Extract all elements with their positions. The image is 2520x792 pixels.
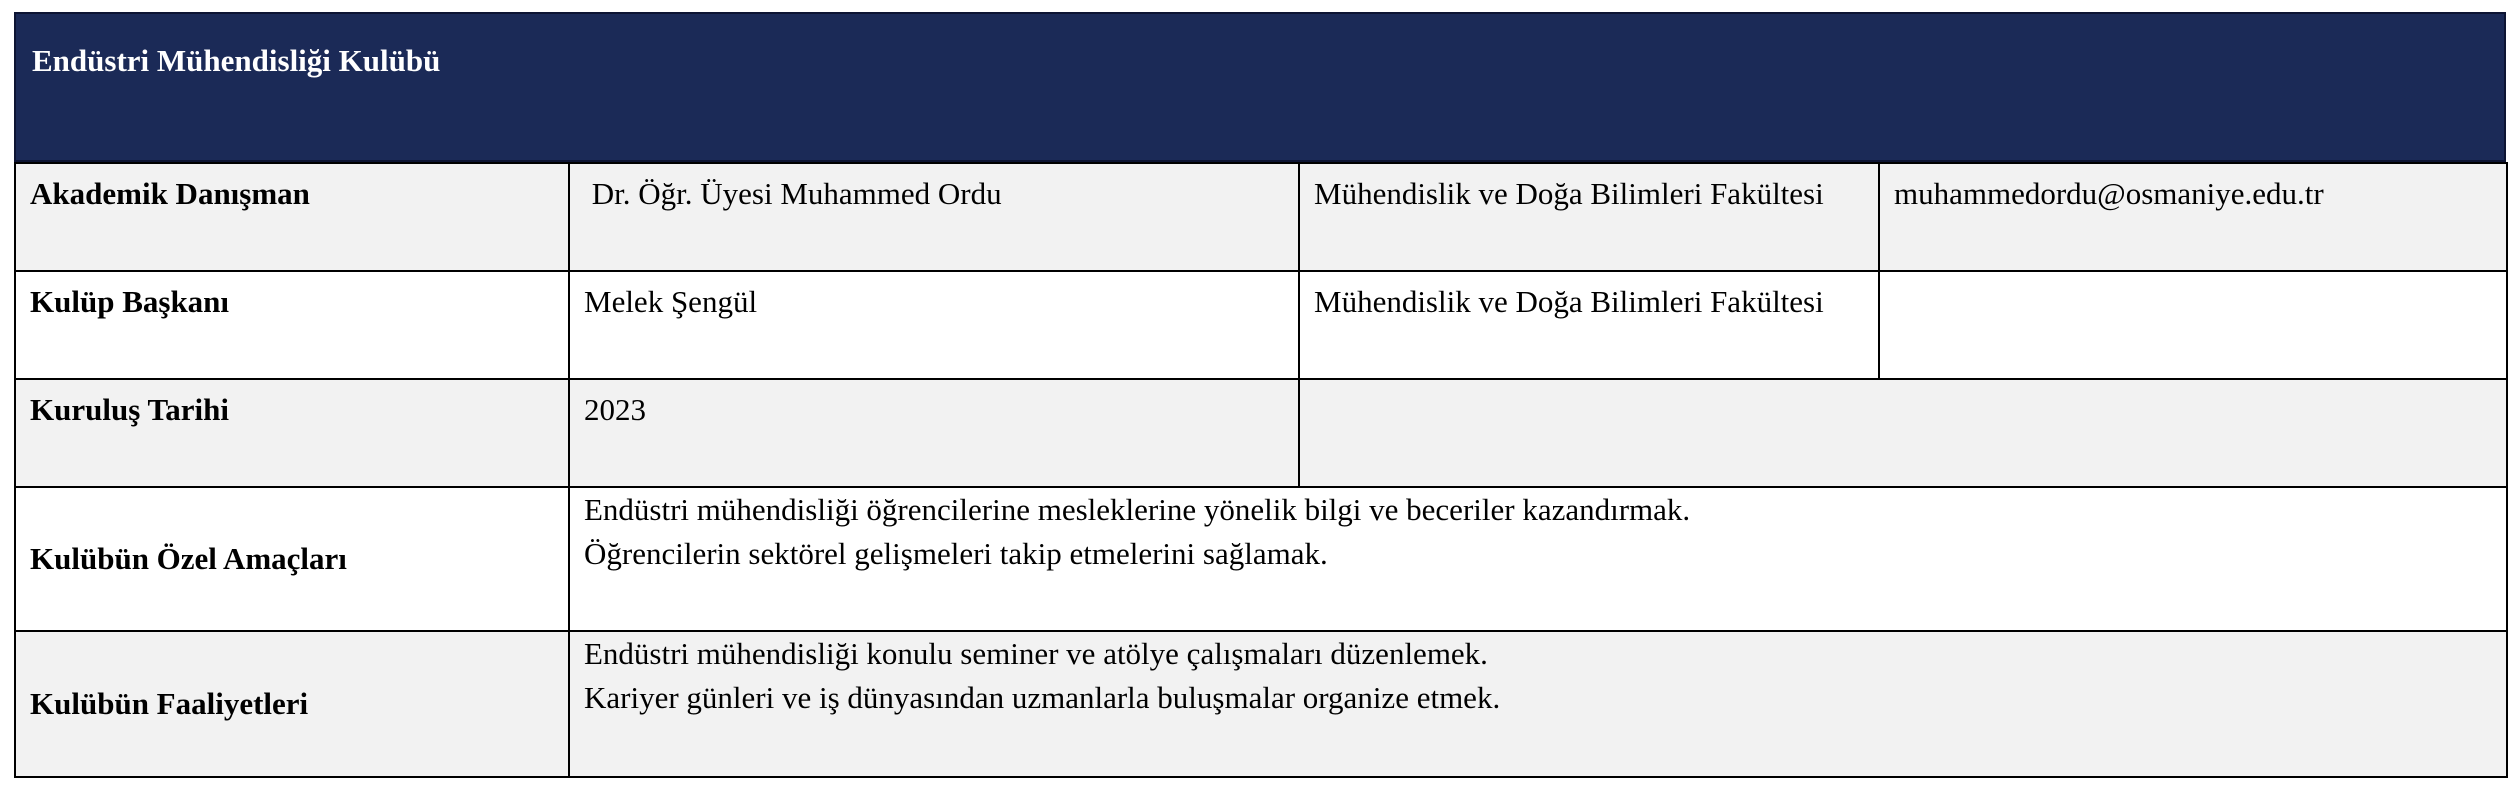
president-label: Kulüp Başkanı bbox=[15, 271, 569, 379]
founded-empty-cell bbox=[1299, 379, 2507, 487]
activities-content bbox=[569, 631, 2507, 777]
goals-line: Endüstri mühendisliği öğrencilerine mesleklerine yönelik bilgi ve beceriler kazandırmak. bbox=[584, 492, 1691, 527]
club-details-grid bbox=[14, 162, 2508, 778]
advisor-email: muhammedordu@osmaniye.edu.tr bbox=[1879, 163, 2507, 271]
goals-label: Kulübün Özel Amaçları bbox=[15, 487, 569, 631]
founded-label: Kuruluş Tarihi bbox=[15, 379, 569, 487]
activities-label: Kulübün Faaliyetleri bbox=[15, 631, 569, 777]
advisor-name: Dr. Öğr. Üyesi Muhammed Ordu bbox=[569, 163, 1299, 271]
founded-row bbox=[15, 379, 2507, 487]
president-faculty: Mühendislik ve Doğa Bilimleri Fakültesi bbox=[1299, 271, 1879, 379]
advisor-row bbox=[15, 163, 2507, 271]
activities-line: Endüstri mühendisliği konulu seminer ve atölye çalışmaları düzenlemek. bbox=[584, 636, 1488, 671]
advisor-label: Akademik Danışman bbox=[15, 163, 569, 271]
club-title: Endüstri Mühendisliği Kulübü bbox=[32, 43, 441, 78]
club-header-bar bbox=[14, 12, 2506, 162]
goals-line: Öğrencilerin sektörel gelişmeleri takip etmelerini sağlamak. bbox=[584, 536, 1328, 571]
advisor-faculty: Mühendislik ve Doğa Bilimleri Fakültesi bbox=[1299, 163, 1879, 271]
goals-row bbox=[15, 487, 2507, 631]
goals-content bbox=[569, 487, 2507, 631]
activities-line: Kariyer günleri ve iş dünyasından uzmanlarla buluşmalar organize etmek. bbox=[584, 680, 1501, 715]
president-name: Melek Şengül bbox=[569, 271, 1299, 379]
activities-row bbox=[15, 631, 2507, 777]
president-row bbox=[15, 271, 2507, 379]
club-info-table bbox=[14, 12, 2506, 778]
president-email bbox=[1879, 271, 2507, 379]
founded-value: 2023 bbox=[569, 379, 1299, 487]
